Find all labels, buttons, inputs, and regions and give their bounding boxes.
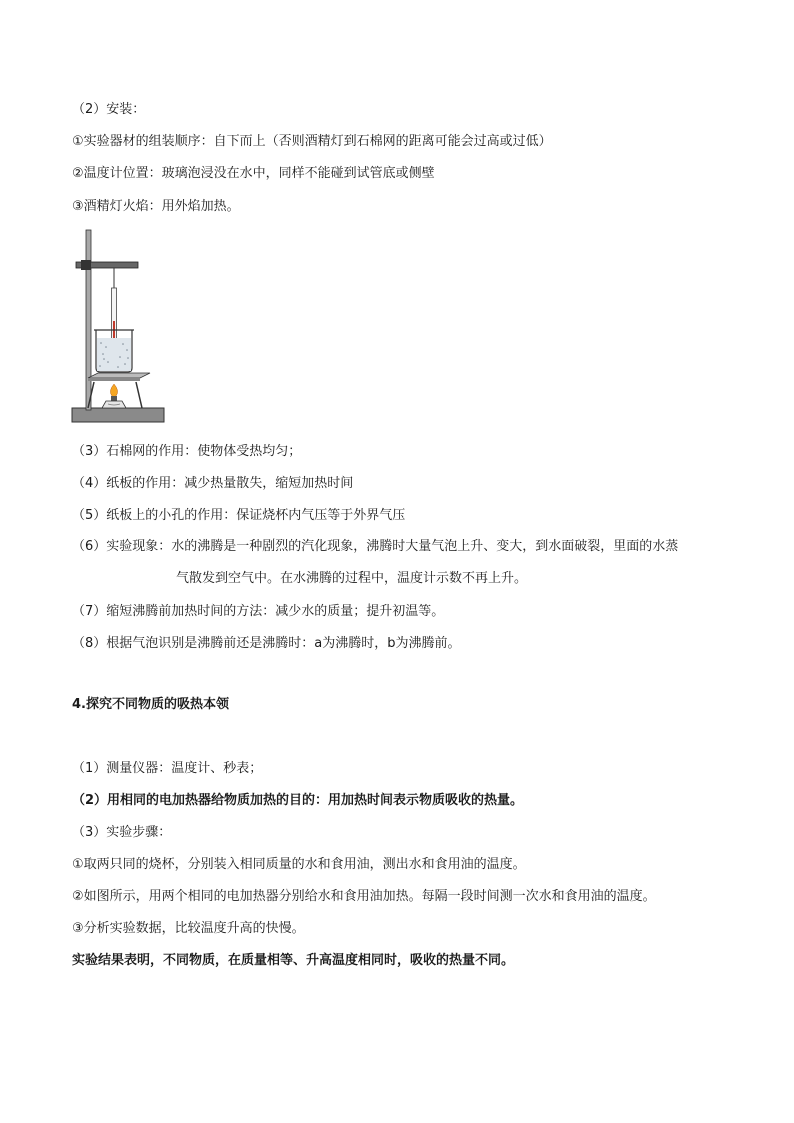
asbestos-gauze [88, 373, 150, 378]
install-heading: （2）安装： [72, 102, 146, 117]
heater-purpose: （2）用相同的电加热器给物质加热的目的：用加热时间表示物质吸收的热量。 [72, 793, 524, 808]
step-2: ②如图所示，用两个相同的电加热器分别给水和食用油加热。每隔一段时间测一次水和食用油的温度。 [72, 889, 656, 904]
flame [110, 384, 117, 397]
install-item-order: ①实验器材的组装顺序：自下而上（否则酒精灯到石棉网的距离可能会过高或过低） [72, 134, 552, 149]
note-shorten-time: （7）缩短沸腾前加热时间的方法：减少水的质量；提升初温等。 [72, 604, 445, 619]
clamp-block [81, 260, 91, 270]
alcohol-lamp [102, 396, 126, 408]
step-1: ①取两只同的烧杯，分别装入相同质量的水和食用油，测出水和食用油的温度。 [72, 857, 526, 872]
section-4-title: 4.探究不同物质的吸热本领 [72, 697, 229, 712]
steps-heading: （3）实验步骤： [72, 825, 172, 840]
conclusion: 实验结果表明，不同物质，在质量相等、升高温度相同时，吸收的热量不同。 [72, 953, 515, 968]
note-phenomenon: （6）实验现象：水的沸腾是一种剧烈的汽化现象，沸腾时大量气泡上升、变大，到水面破裂，里面的水蒸 [72, 539, 679, 554]
stand-rod [86, 230, 91, 410]
note-phenomenon-cont: 气散发到空气中。在水沸腾的过程中，温度计示数不再上升。 [176, 571, 528, 586]
note-bubbles: （8）根据气泡识别是沸腾前还是沸腾时：a为沸腾时，b为沸腾前。 [72, 636, 461, 651]
install-item-thermometer: ②温度计位置：玻璃泡浸没在水中，同样不能碰到试管底或侧壁 [72, 166, 435, 181]
instruments: （1）测量仪器：温度计、秒表； [72, 761, 263, 776]
boiling-apparatus-figure [68, 226, 178, 426]
note-cardboard: （4）纸板的作用：减少热量散失，缩短加热时间 [72, 476, 354, 491]
step-3: ③分析实验数据，比较温度升高的快慢。 [72, 921, 305, 936]
note-cardboard-hole: （5）纸板上的小孔的作用：保证烧杯内气压等于外界气压 [72, 508, 406, 523]
note-gauze: （3）石棉网的作用：使物体受热均匀； [72, 444, 302, 459]
install-item-flame: ③酒精灯火焰：用外焰加热。 [72, 199, 240, 214]
